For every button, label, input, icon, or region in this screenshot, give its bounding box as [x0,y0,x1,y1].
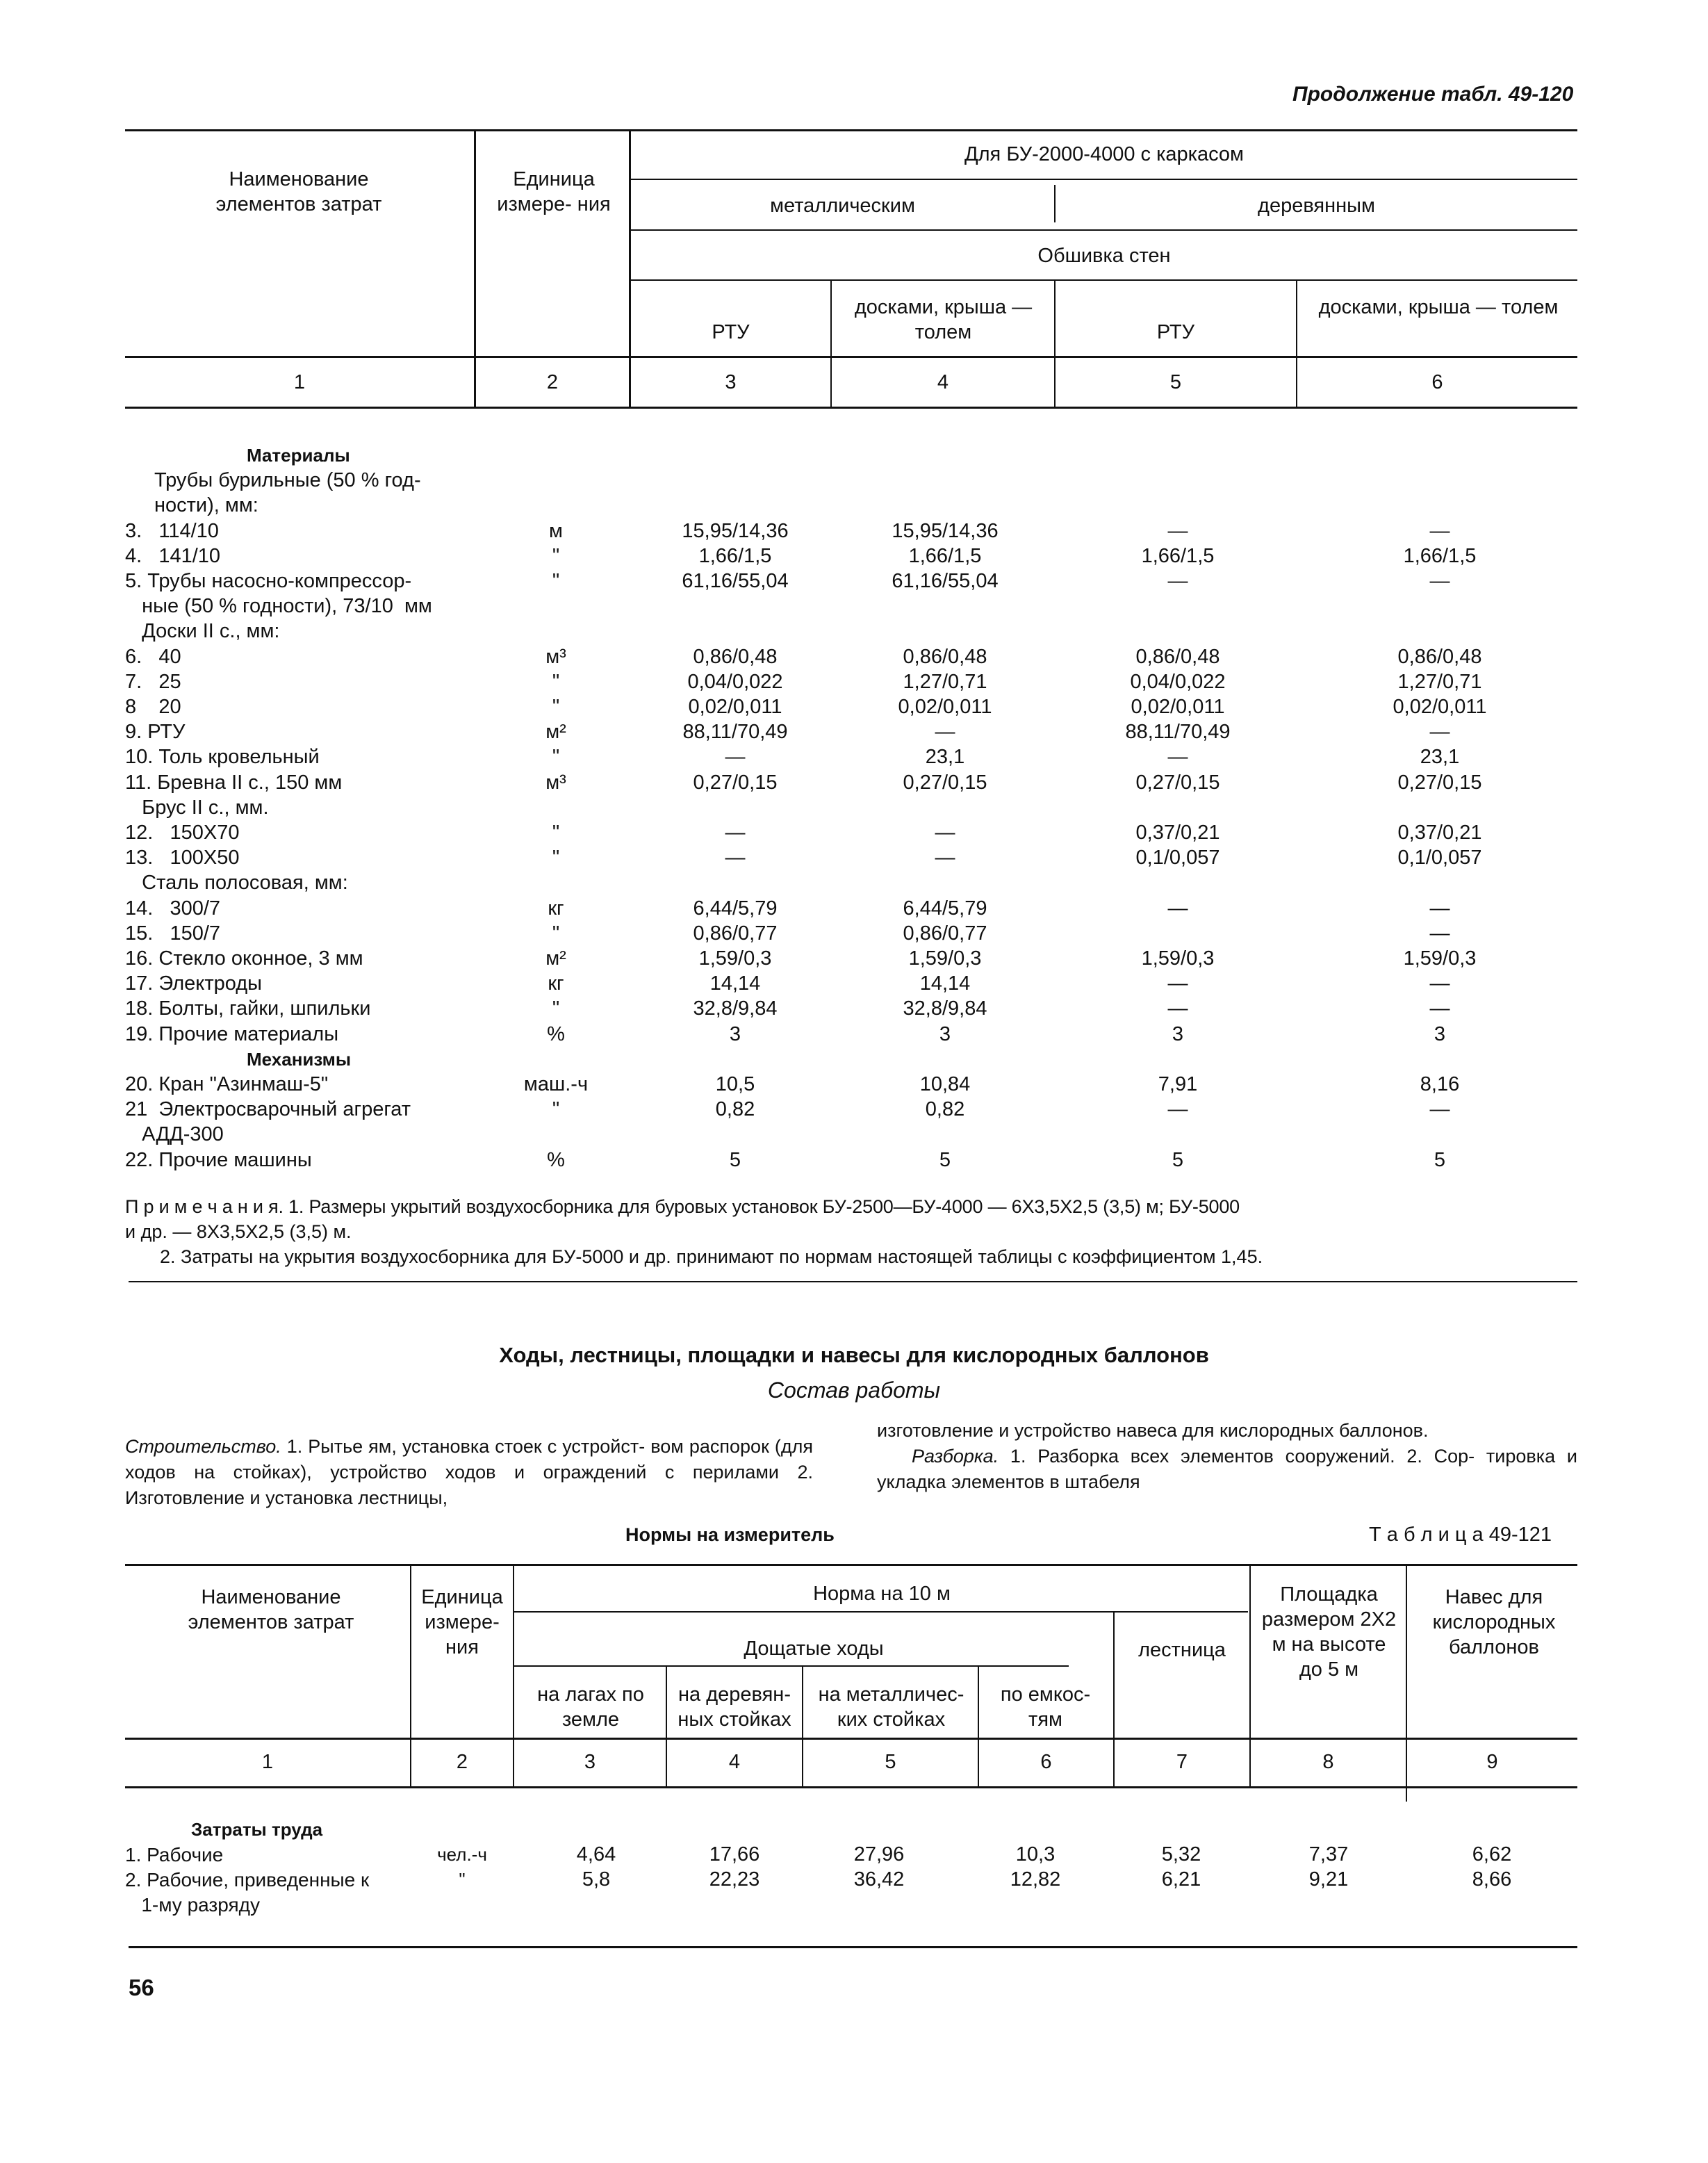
table-row [0,1122,1708,1148]
norm-10m-header: Норма на 10 м [813,1583,951,1605]
row-label: 20. Кран "Азинмаш-5" [125,1073,329,1095]
row-value-col6: 0,37/0,21 [1397,822,1482,844]
row-value-col4: — [935,721,955,744]
row-unit: " [459,1869,466,1890]
labor-costs-section: Затраты труда [191,1819,323,1840]
row-value-col4: 0,86/0,77 [903,922,987,945]
row-value-col7: 5,32 [1161,1843,1201,1866]
row-label: 19. Прочие материалы [125,1022,339,1045]
row-value-col4: — [935,847,955,870]
row-label: 1. Рабочие [125,1844,224,1866]
row-value-col6: — [1429,897,1450,920]
table-row [0,744,1708,770]
row-label: Механизмы [247,1048,352,1070]
row-value-col3: 4,64 [576,1843,616,1866]
row-value-col5: 0,04/0,022 [1130,670,1226,693]
row-value-col4: 15,95/14,36 [892,519,999,542]
row-value-col4: 23,1 [925,746,965,769]
row-value-col3: 15,95/14,36 [682,519,789,542]
row-unit: маш.-ч [523,1073,589,1095]
row-value-col3: 5 [729,1148,741,1171]
row-value-col4: 32,8/9,84 [903,997,987,1020]
table-row [0,770,1708,796]
row-value-col8: 7,37 [1308,1843,1349,1866]
row-value-col4: 1,66/1,5 [908,544,982,567]
row-unit: % [547,1148,565,1171]
row-value-col6: 1,66/1,5 [1403,544,1477,567]
row-label: 1-му разряду [125,1894,261,1916]
table-row [0,996,1708,1022]
row-value-col3: — [725,847,746,870]
row-value-col5: — [1167,1098,1188,1121]
table-row [0,1097,1708,1123]
t2-num-5: 5 [885,1751,896,1773]
row-value-col6: — [1429,519,1450,542]
table-row [0,694,1708,720]
section-title: Ходы, лестницы, площадки и навесы для кислородных баллонов [499,1343,1209,1367]
dismantle-text: 1. Разборка всех элементов сооружений. 2. Сор- тировка и укладка элементов в штабеля [877,1446,1577,1492]
table-row [0,921,1708,947]
row-value-col9: 6,62 [1472,1843,1512,1866]
row-value-col3: 0,86/0,77 [693,922,778,945]
row-label: 13. 100Х50 [125,847,240,870]
row-value-col6: 8,16 [1420,1073,1460,1095]
row-unit: " [552,997,560,1020]
row-value-col3: 32,8/9,84 [693,997,778,1020]
table-row [0,569,1708,594]
row-value-col4: 0,82 [925,1098,965,1121]
dismantle-lead: Разборка. [912,1446,999,1467]
row-value-col5: — [1167,972,1188,995]
table1-bottom-rule [129,1281,1577,1282]
row-label: 7. 25 [125,670,181,693]
row-label: 16. Стекло оконное, 3 мм [125,947,363,970]
row-value-col8: 9,21 [1308,1868,1349,1891]
t2-col4-header: на деревян- ных стойках [678,1683,791,1731]
continuation-caption: Продолжение табл. 49-120 [1292,83,1574,106]
row-value-col4: 0,02/0,011 [898,696,992,718]
row-value-col4: 3 [939,1022,951,1045]
row-value-col5: 88,11/70,49 [1125,721,1231,744]
table-row [0,1148,1708,1173]
table-row [0,644,1708,670]
row-unit: " [552,822,560,844]
section-subtitle: Состав работы [767,1378,941,1403]
col-num-2: 2 [546,371,559,393]
t2-num-9: 9 [1486,1751,1498,1773]
col-num-3: 3 [725,371,737,393]
table-row [0,896,1708,922]
boards-header-4: досками, крыша — толем [854,296,1033,343]
row-unit: чел.-ч [437,1844,487,1865]
row-value-col6: — [1429,972,1450,995]
row-unit: кг [548,897,564,920]
row-value-col3: 3 [729,1022,741,1045]
row-unit: м³ [545,645,566,668]
t2-num-6: 6 [1040,1751,1052,1773]
row-value-col5: — [1167,897,1188,920]
row-label: 12. 150Х70 [125,822,240,844]
row-value-col6: 1,27/0,71 [1397,670,1482,693]
row-value-col3: 88,11/70,49 [682,721,788,744]
row-value-col3: — [725,746,746,769]
platform-header: Площадка размером 2Х2 м на высоте до 5 м [1261,1583,1397,1681]
t2-col6-header: по емкос- тям [1000,1683,1091,1731]
construction-text: 1. Рытье ям, установка стоек с устройст- вом распорок (для ходов на стойках), устройство ходов и ограждений с перилами 2. Изготовление и установка лестницы, [125,1436,813,1508]
row-unit: % [547,1022,565,1045]
cladding-header: Обшивка стен [1037,245,1171,267]
metal-frame-header: металлическим [770,195,915,217]
section-heading-row [0,443,1708,468]
row-value-col3: 5,8 [582,1868,611,1891]
row-label: ности), мм: [154,494,258,517]
boards-header-6: досками, крыша — толем [1318,296,1559,318]
row-label: Материалы [247,445,350,466]
row-label: Трубы бурильные (50 % год- [154,469,421,492]
row-value-col3: 0,02/0,011 [688,696,782,718]
row-label: 2. Рабочие, приведенные к [125,1869,370,1891]
row-value-col5: 5 [1172,1148,1184,1171]
canopy-header: Навес для кислородных баллонов [1432,1586,1556,1658]
row-label: 3. 114/10 [125,519,219,542]
col-name-header: Наименование элементов затрат [215,168,382,215]
table-row [0,1892,1708,1918]
row-value-col4: 17,66 [709,1843,760,1866]
row-value-col5: 7,91 [1158,1073,1198,1095]
row-value-col5: 0,27/0,15 [1135,771,1220,794]
row-value-col6: 5 [1434,1148,1446,1171]
row-unit: м² [545,721,566,744]
construction-lead: Строительство. [125,1436,281,1457]
note-1b: и др. — 8Х3,5Х2,5 (3,5) м. [125,1221,352,1242]
row-label: 18. Болты, гайки, шпильки [125,997,371,1020]
row-value-col4: 0,27/0,15 [903,771,987,794]
t2-col-name-header: Наименование элементов затрат [188,1586,354,1633]
table-row [0,519,1708,544]
table-row [0,795,1708,821]
row-label: 22. Прочие машины [125,1148,312,1171]
row-unit: м² [545,947,566,970]
row-value-col7: 6,21 [1161,1868,1201,1891]
row-unit: " [552,746,560,769]
row-unit: " [552,544,560,567]
row-unit: м [549,519,563,542]
row-label: 10. Толь кровельный [125,746,320,769]
norms-caption: Нормы на измеритель [625,1524,835,1545]
row-value-col6: 3 [1434,1022,1446,1045]
t2-num-1: 1 [261,1751,274,1773]
table-row [0,468,1708,493]
row-value-col9: 8,66 [1472,1868,1512,1891]
row-value-col5: — [1167,997,1188,1020]
table-row [0,719,1708,745]
row-value-col4: 22,23 [709,1868,760,1891]
row-value-col6: 10,3 [1015,1843,1056,1866]
col-num-4: 4 [937,371,949,393]
table-row [0,946,1708,972]
row-value-col4: 1,59/0,3 [908,947,982,970]
row-unit: " [552,696,560,718]
col-num-6: 6 [1431,371,1443,393]
row-value-col3: 1,66/1,5 [698,544,772,567]
work-composition-left [125,1434,813,1511]
group-header: Для БУ-2000-4000 с каркасом [964,143,1244,165]
row-unit: " [552,847,560,870]
row-value-col6: 1,59/0,3 [1403,947,1477,970]
row-value-col6: — [1429,1098,1450,1121]
t2-num-4: 4 [728,1751,741,1773]
table-row [0,870,1708,896]
row-value-col6: — [1429,922,1450,945]
row-unit: " [552,570,560,592]
row-value-col3: 61,16/55,04 [682,570,789,592]
col-unit-header: Единица измере- ния [497,168,611,215]
row-value-col4: 14,14 [919,972,971,995]
table-row [0,669,1708,695]
row-value-col5: — [1167,746,1188,769]
row-label: Доски II с., мм: [125,620,280,643]
row-value-col5: 27,96 [853,1843,905,1866]
row-value-col5: 3 [1172,1022,1184,1045]
table-row [0,594,1708,619]
t2-num-7: 7 [1176,1751,1188,1773]
row-value-col5: — [1167,570,1188,592]
row-value-col5: 0,02/0,011 [1131,696,1225,718]
row-value-col6: — [1429,721,1450,744]
row-value-col3: 10,5 [715,1073,755,1095]
row-label: 11. Бревна II с., 150 мм [125,771,343,794]
row-label: 8 20 [125,696,181,718]
rtu-header-5: РТУ [1156,321,1195,343]
table-label: Т а б л и ц а 49-121 [1369,1524,1552,1546]
table-row [0,544,1708,569]
col-num-5: 5 [1169,371,1182,393]
row-value-col6: 0,27/0,15 [1397,771,1482,794]
row-value-col6: — [1429,570,1450,592]
row-label: 4. 141/10 [125,544,221,567]
walkways-header: Дощатые ходы [744,1638,884,1660]
row-value-col4: — [935,822,955,844]
t2-col-unit-header: Единица измере- ния [421,1586,503,1658]
row-value-col6: — [1429,997,1450,1020]
work-composition-right [877,1418,1577,1495]
row-value-col3: 0,04/0,022 [687,670,783,693]
note-1a: П р и м е ч а н и я. 1. Размеры укрытий воздухосборника для буровых установок БУ-2500—БУ-4000 — 6Х3,5Х2,5 (3,5) м; БУ-5000 [125,1196,1240,1217]
row-label: 21 Электросварочный агрегат [125,1098,411,1121]
row-value-col4: 5 [939,1148,951,1171]
row-label: 5. Трубы насосно-компрессор- [125,570,412,592]
note-2: 2. Затраты на укрытия воздухосборника для БУ-5000 и др. принимают по нормам настоящей таблицы с коэффициентом 1,45. [160,1246,1263,1267]
row-value-col6: 12,82 [1010,1868,1061,1891]
row-label: 14. 300/7 [125,897,221,920]
ladder-header: лестница [1138,1639,1226,1661]
table-row [0,1842,1708,1868]
row-value-col5: 1,59/0,3 [1141,947,1215,970]
row-value-col3: 0,27/0,15 [693,771,778,794]
row-value-col6: 23,1 [1420,746,1460,769]
table-row [0,1867,1708,1893]
table-row [0,619,1708,644]
row-label: АДД-300 [125,1123,224,1146]
row-value-col5: 0,86/0,48 [1135,645,1220,668]
table-row [0,971,1708,997]
table-row [0,493,1708,519]
row-label: 15. 150/7 [125,922,221,945]
t2-num-3: 3 [584,1751,596,1773]
row-unit: м³ [545,771,566,794]
page-number: 56 [129,1975,154,2000]
row-value-col5: 36,42 [853,1868,905,1891]
row-value-col5: 0,1/0,057 [1135,847,1220,870]
row-value-col3: 1,59/0,3 [698,947,772,970]
table-row [0,1072,1708,1097]
section-heading-row [0,1047,1708,1072]
row-unit: " [552,922,560,945]
table-row [0,1022,1708,1047]
col-num-1: 1 [293,371,306,393]
row-label: 6. 40 [125,645,181,668]
row-value-col5: 1,66/1,5 [1141,544,1215,567]
row-value-col5: — [1167,519,1188,542]
row-value-col4: 10,84 [919,1073,971,1095]
row-value-col4: 6,44/5,79 [903,897,987,920]
row-label: 17. Электроды [125,972,262,995]
row-label: ные (50 % годности), 73/10 мм [125,595,432,618]
table-row [0,820,1708,846]
row-label: 9. РТУ [125,721,186,744]
canopy-text: изготовление и устройство навеса для кислородных баллонов. [877,1420,1429,1441]
row-unit: " [552,670,560,693]
row-label: Сталь полосовая, мм: [125,872,348,895]
row-unit: кг [548,972,564,995]
page-bottom-rule [129,1946,1577,1948]
row-value-col6: 0,1/0,057 [1397,847,1482,870]
wood-frame-header: деревянным [1258,195,1375,217]
row-value-col6: 0,86/0,48 [1397,645,1482,668]
table-row [0,845,1708,871]
row-value-col4: 1,27/0,71 [903,670,987,693]
row-value-col3: 0,86/0,48 [693,645,778,668]
row-unit: " [552,1098,560,1121]
t2-col5-header: на металличес- ких стойках [818,1683,964,1731]
row-value-col4: 0,86/0,48 [903,645,987,668]
t2-num-2: 2 [456,1751,468,1773]
row-value-col3: 0,82 [715,1098,755,1121]
row-value-col6: 0,02/0,011 [1393,696,1487,718]
row-value-col4: 61,16/55,04 [892,570,999,592]
row-value-col3: — [725,822,746,844]
rtu-header-3: РТУ [712,321,750,343]
row-value-col5: 0,37/0,21 [1135,822,1220,844]
t2-num-8: 8 [1322,1751,1334,1773]
row-value-col3: 14,14 [709,972,761,995]
row-value-col3: 6,44/5,79 [693,897,778,920]
t2-col3-header: на лагах по земле [537,1683,644,1731]
row-label: Брус II с., мм. [125,796,269,819]
